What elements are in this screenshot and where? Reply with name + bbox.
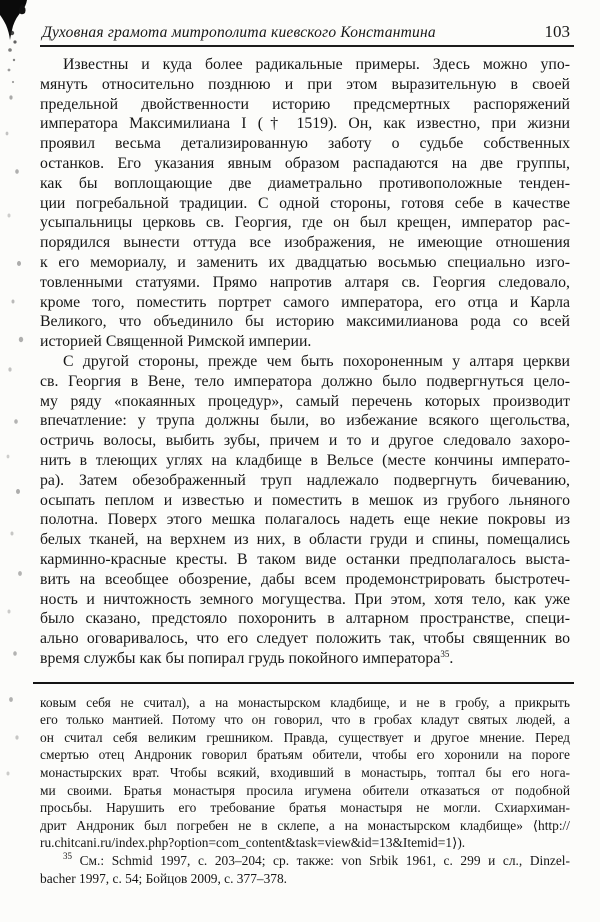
last-line-text: время службы как бы попирал грудь покойного императора	[40, 649, 441, 667]
footnote-35-text: См.: Schmid 1997, с. 203–204; ср. также: von Srbik 1961, с. 299 и сл., Dinzel-	[72, 853, 570, 869]
text-line: впечатление: у трупа должны были, во избежание всякого щегольства,	[40, 412, 570, 430]
text-line: вить на всеобщее обозрение, дабы всем продемонстрировать быстротеч-	[40, 570, 570, 588]
text-line: полотна. Поверх этого мешка полагалось надеть еще некие покровы из	[40, 511, 570, 529]
text-line: белых тканей, на верхнем из них, в области груди и спины, помещались	[40, 531, 570, 549]
chapter-title: Духовная грамота митрополита киевского Константина	[42, 24, 436, 41]
footnote-continuation	[40, 694, 570, 852]
footnote-35-marker: 35	[63, 852, 72, 862]
text-line: императора Максимилиана I († 1519). Он, как известно, при жизни	[40, 115, 570, 133]
text-line: историей Священной Римской империи.	[40, 333, 312, 351]
text-line: товленными статуями. Прямо напротив алтаря св. Георгия следовало,	[40, 273, 570, 291]
text-line: порядился вынести оттуда все изображения, не имеющие отношения	[40, 234, 570, 252]
scan-speckles	[0, 0, 2, 3]
text-line: его только мантией. Потому что он говорил, что в гробах кладут святых людей, а	[40, 712, 570, 728]
text-line: С другой стороны, прежде чем быть похороненным у алтаря церкви	[63, 352, 570, 370]
text-line: му ряду «покаянных процедур», самый перечень которых производит	[40, 392, 570, 410]
text-line: предельной двойственности историю предсмертных распоряжений	[40, 95, 570, 113]
text-line: смертью отец Андроник говорил братьям обители, чтобы его хоронили на пороге	[40, 747, 570, 763]
footnote-35-line1	[40, 852, 570, 870]
page-number: 103	[544, 22, 570, 41]
text-line: карминно-красные кресты. В таком виде останки предполагалось выста-	[40, 550, 570, 568]
text-line: кроме того, поместить портрет самого императора, его отца и Карла	[40, 293, 570, 311]
text-line: ально оговаривалось, что его следует положить так, чтобы священник во	[40, 630, 570, 648]
last-line-period: .	[449, 649, 454, 667]
text-line: ра). Затем обезображенный труп надлежало подвергнуть бичеванию,	[40, 471, 570, 489]
text-line: он считал себя великим грешником. Правда, существует и другое мнение. Перед	[40, 729, 570, 745]
paragraph-2	[40, 352, 570, 649]
text-line: останков. Его указания явным образом распадаются на две группы,	[40, 154, 570, 172]
footnote-ref-35: 35	[440, 648, 450, 659]
paragraph-1	[40, 55, 570, 352]
text-line: ность и ничтожность земного могущества. При этом, хотя тело, как уже	[40, 590, 570, 608]
text-line: нить в тлеющих углях на кладбище в Вельсе (месте кончины императо-	[40, 451, 570, 469]
text-line: ковым себя не считал), а на монастырском кладбище, и не в гробу, а прикрыть	[40, 694, 570, 710]
text-line: осыпать пеплом и известью и поместить в мешок из грубого льняного	[40, 491, 570, 509]
body-text	[40, 55, 570, 669]
text-line: просьбы. Нарушить его требование братья монастыря не могли. Схиархиман-	[40, 800, 570, 816]
running-header	[40, 22, 574, 47]
text-line: ми своими. Братья монастыря просила игумена обители отказаться от подобной	[40, 782, 570, 798]
text-line: как бы воплощающие две диаметрально противоположные тенден-	[40, 174, 570, 192]
text-line: к его мемориалу, и заменить их двадцатью восьмью специально изго-	[40, 253, 570, 271]
text-line: монастырских врат. Чтобы всякий, входивший в монастырь, топтал бы его нога-	[40, 765, 570, 781]
text-line: дрит Андроник был погребен не в склепе, а на монастырском кладбище» ⟨http://	[40, 817, 570, 833]
footnotes-block	[40, 694, 570, 888]
text-line: Великого, что объединило бы историю максимилианова рода со всей	[40, 313, 570, 331]
text-line: остричь волосы, выбить зубы, причем и то и другое следовало захоро-	[40, 432, 570, 450]
text-line: проявил весьма детализированную заботу о судьбе собственных	[40, 135, 570, 153]
text-line: св. Георгия в Вене, тело императора должно было подвергнуться цело-	[40, 372, 570, 390]
paragraph-2-last-line	[40, 649, 570, 669]
text-line: мянуть относительно позднюю и при этом выразительную в своей	[40, 75, 570, 93]
text-line: ции погребальной традиции. С одной стороны, готовя себе в качестве	[40, 194, 570, 212]
text-line: Известны и куда более радикальные примеры. Здесь можно упо-	[63, 56, 570, 73]
footnote-35-line2: bacher 1997, с. 54; Бойцов 2009, с. 377–378.	[40, 870, 288, 886]
text-line: усыпальницы церковь св. Георгия, где он был крещен, император рас-	[40, 214, 570, 232]
text-line: ru.chitcani.ru/index.php?option=com_content&task=view&id=13&Itemid=1⟩).	[40, 835, 466, 851]
text-line: было сказано, предстояло похоронить в алтарном пространстве, специ-	[40, 610, 570, 628]
footnote-separator-rule	[33, 682, 574, 684]
